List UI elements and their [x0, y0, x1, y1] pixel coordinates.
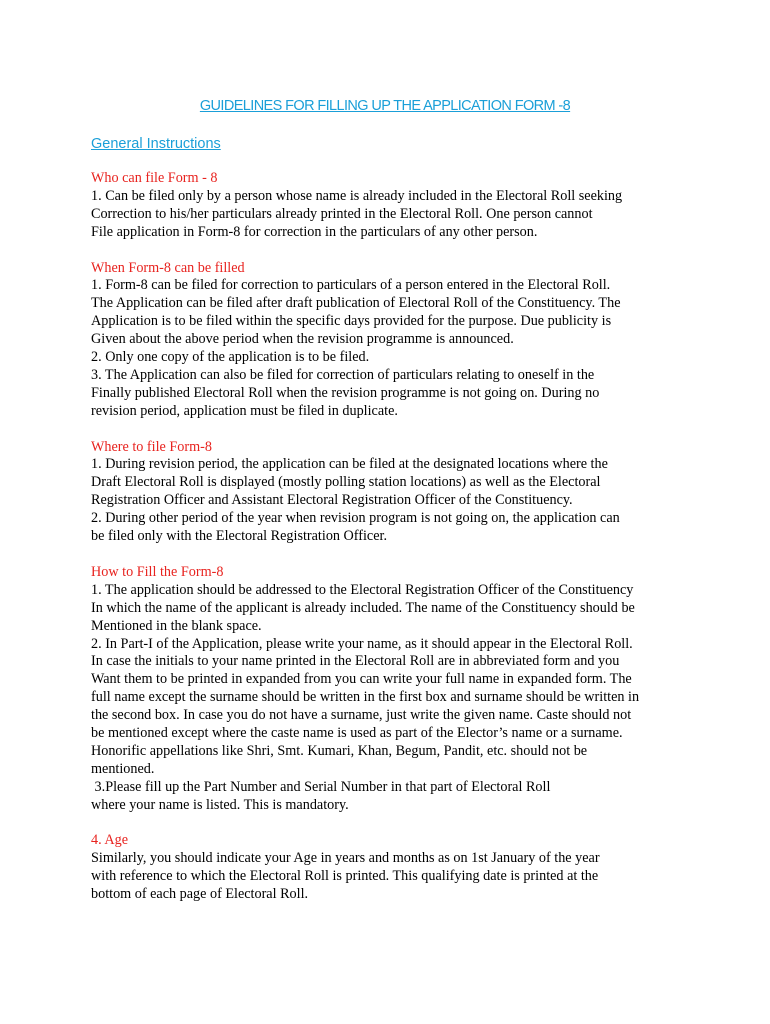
- text-line: 2. During other period of the year when revision program is not going on, the application can: [91, 510, 620, 527]
- text-line: Registration Officer and Assistant Electoral Registration Officer of the Constituency.: [91, 492, 573, 509]
- section-heading: 4. Age: [91, 832, 129, 849]
- text-line: 2. Only one copy of the application is to be filed.: [91, 349, 370, 366]
- text-line: 3. The Application can also be filed for correction of particulars relating to oneself in the: [91, 366, 595, 383]
- section-how-to-fill: [91, 564, 691, 815]
- text-line: the second box. In case you do not have a surname, just write the given name. Caste should not: [91, 707, 632, 724]
- text-line: be filed only with the Electoral Registration Officer.: [91, 528, 388, 545]
- text-line: Finally published Electoral Roll when the revision programme is not going on. During no: [91, 384, 600, 401]
- text-line: where your name is listed. This is mandatory.: [91, 796, 349, 813]
- text-line: be mentioned except where the caste name is used as part of the Elector’s name or a surname.: [91, 725, 623, 742]
- section-where-to-file: [91, 439, 691, 546]
- text-line: Given about the above period when the revision programme is announced.: [91, 331, 514, 348]
- instructions-body: [91, 170, 691, 922]
- text-line: 1. Can be filed only by a person whose name is already included in the Electoral Roll seeking: [91, 187, 623, 204]
- text-line: with reference to which the Electoral Roll is printed. This qualifying date is printed at the: [91, 868, 599, 885]
- text-line: Draft Electoral Roll is displayed (mostly polling station locations) as well as the Electoral: [91, 474, 601, 491]
- text-line: Application is to be filed within the specific days provided for the purpose. Due publicity is: [91, 313, 612, 330]
- text-line: 1. During revision period, the application can be filed at the designated locations where the: [91, 456, 608, 473]
- text-line: 3.Please fill up the Part Number and Serial Number in that part of Electoral Roll: [91, 778, 551, 795]
- text-line: 1. The application should be addressed to the Electoral Registration Officer of the Constituency: [91, 581, 634, 598]
- text-line: full name except the surname should be written in the first box and surname should be written in: [91, 689, 640, 706]
- text-line: bottom of each page of Electoral Roll.: [91, 886, 309, 903]
- general-instructions-heading: General Instructions: [91, 136, 221, 152]
- text-line: File application in Form-8 for correction in the particulars of any other person.: [91, 223, 538, 240]
- section-who-can-file: [91, 170, 691, 242]
- text-line: Honorific appellations like Shri, Smt. Kumari, Khan, Begum, Pandit, etc. should not be: [91, 742, 588, 759]
- text-line: The Application can be filed after draft publication of Electoral Roll of the Constituency. The: [91, 295, 621, 312]
- text-line: 2. In Part-I of the Application, please write your name, as it should appear in the Electoral Roll.: [91, 635, 633, 652]
- section-heading: When Form-8 can be filled: [91, 259, 245, 276]
- text-line: Similarly, you should indicate your Age in years and months as on 1st January of the year: [91, 850, 600, 867]
- text-line: Want them to be printed in expanded from you can write your full name in expanded form. The: [91, 671, 632, 688]
- section-heading: Where to file Form-8: [91, 438, 212, 455]
- section-when-to-file: [91, 260, 691, 421]
- text-line: In which the name of the applicant is already included. The name of the Constituency should be: [91, 599, 635, 616]
- text-line: mentioned.: [91, 760, 155, 777]
- section-heading: Who can file Form - 8: [91, 170, 218, 186]
- text-line: Mentioned in the blank space.: [91, 617, 262, 634]
- text-line: revision period, application must be filed in duplicate.: [91, 402, 398, 419]
- document-title: GUIDELINES FOR FILLING UP THE APPLICATION FORM -8: [199, 98, 571, 114]
- text-line: In case the initials to your name printed in the Electoral Roll are in abbreviated form and you: [91, 653, 620, 670]
- text-line: 1. Form-8 can be filed for correction to particulars of a person entered in the Electoral Roll.: [91, 277, 611, 294]
- section-age: [91, 832, 691, 904]
- section-heading: How to Fill the Form-8: [91, 563, 224, 580]
- text-line: Correction to his/her particulars already printed in the Electoral Roll. One person cannot: [91, 205, 593, 222]
